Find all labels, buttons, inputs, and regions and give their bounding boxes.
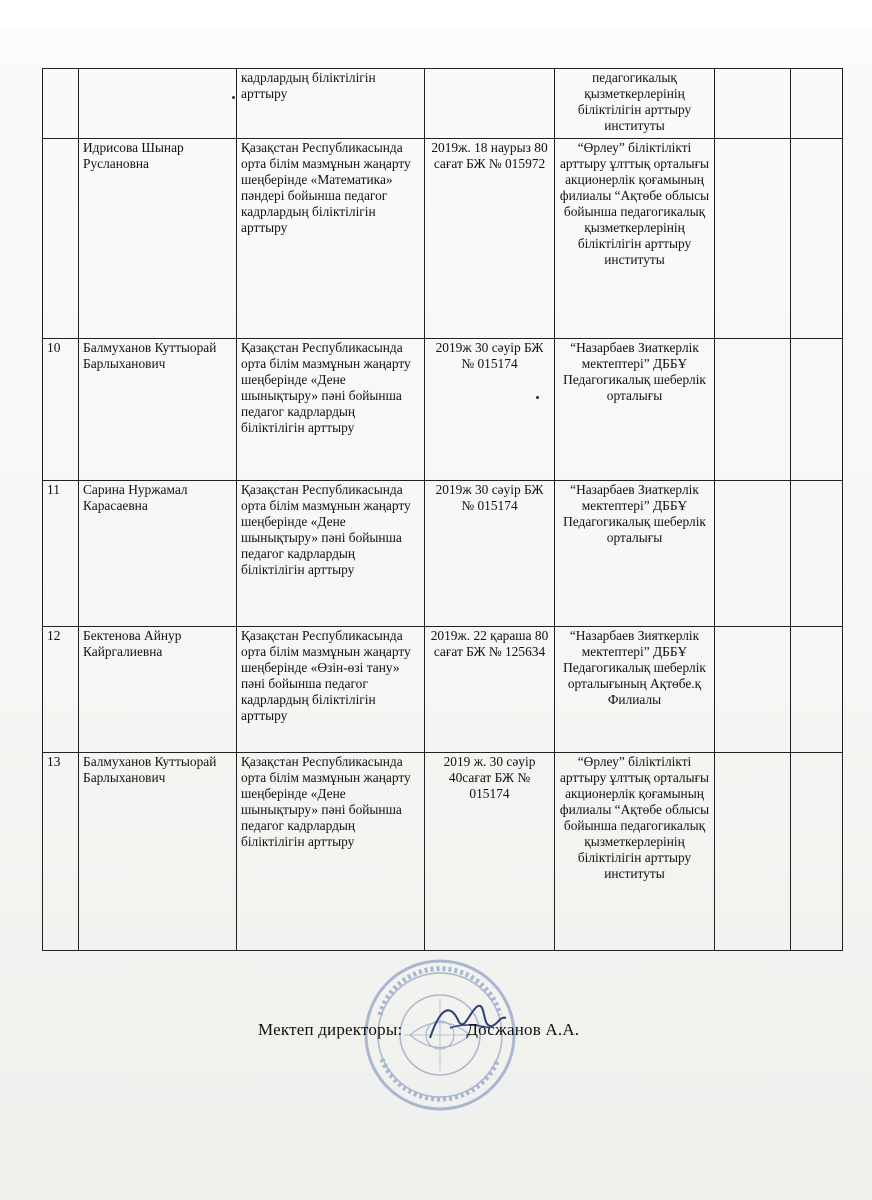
empty-cell <box>791 339 843 481</box>
certificate-date: 2019ж. 18 наурыз 80 сағат БЖ № 015972 <box>425 139 555 339</box>
scan-speck <box>536 396 539 399</box>
director-role: Мектеп директоры: <box>258 1020 403 1039</box>
course-topic: Қазақстан Республикасында орта білім мазмұнын жаңарту шеңберінде «Дене шынықтыру» пәні бойынша педагог кадрлардың біліктілігін арттыру <box>237 753 425 951</box>
training-organization: “Назарбаев Зиаткерлік мектептері” ДББҰ Педагогикалық шеберлік орталығы <box>555 481 715 627</box>
teacher-name <box>79 69 237 139</box>
table-row <box>43 139 843 339</box>
row-number <box>43 139 79 339</box>
table-row <box>43 69 843 139</box>
row-number: 12 <box>43 627 79 753</box>
training-organization: “Назарбаев Зиаткерлік мектептері” ДББҰ Педагогикалық шеберлік орталығы <box>555 339 715 481</box>
training-organization: “Өрлеу” біліктілікті арттыру ұлттық орталығы акционерлік қоғамының филиалы “Ақтөбе облысы бойынша педагогикалық қызметкерлерінің біліктілігін арттыру институты <box>555 753 715 951</box>
training-organization: педагогикалық қызметкерлерінің біліктілігін арттыру институты <box>555 69 715 139</box>
table-row <box>43 753 843 951</box>
training-organization: “Өрлеу” біліктілікті арттыру ұлттық орталығы акционерлік қоғамының филиалы “Ақтөбе облысы бойынша педагогикалық қызметкерлерінің біліктілігін арттыру институты <box>555 139 715 339</box>
certificate-date <box>425 69 555 139</box>
training-records-table <box>42 68 843 951</box>
training-organization: “Назарбаев Зияткерлік мектептері” ДББҰ Педагогикалық шеберлік орталығының Ақтөбе.қ Филиалы <box>555 627 715 753</box>
table-row <box>43 481 843 627</box>
course-topic: Қазақстан Республикасында орта білім мазмұнын жаңарту шеңберінде «Өзін-өзі тану» пәні бойынша педагог кадрлардың біліктілігін арттыру <box>237 627 425 753</box>
certificate-date: 2019ж 30 сәуір БЖ № 015174 <box>425 339 555 481</box>
course-topic: Қазақстан Республикасында орта білім мазмұнын жаңарту шеңберінде «Математика» пәндері бойынша педагог кадрлардың біліктілігін арттыру <box>237 139 425 339</box>
empty-cell <box>791 69 843 139</box>
course-topic: Қазақстан Республикасында орта білім мазмұнын жаңарту шеңберінде «Дене шынықтыру» пәні бойынша педагог кадрлардың біліктілігін арттыру <box>237 339 425 481</box>
table-row <box>43 627 843 753</box>
empty-cell <box>715 139 791 339</box>
certificate-date: 2019ж 30 сәуір БЖ № 015174 <box>425 481 555 627</box>
teacher-name: Сарина Нуржамал Карасаевна <box>79 481 237 627</box>
empty-cell <box>791 481 843 627</box>
scan-speck <box>232 96 235 99</box>
course-topic: кадрлардың біліктілігін арттыру <box>237 69 425 139</box>
empty-cell <box>791 139 843 339</box>
row-number: 10 <box>43 339 79 481</box>
row-number <box>43 69 79 139</box>
teacher-name: Бектенова Айнур Кайргалиевна <box>79 627 237 753</box>
row-number: 13 <box>43 753 79 951</box>
director-name: Досжанов А.А. <box>466 1020 580 1039</box>
empty-cell <box>791 627 843 753</box>
certificate-date: 2019 ж. 30 сәуір 40сағат БЖ № 015174 <box>425 753 555 951</box>
empty-cell <box>715 69 791 139</box>
empty-cell <box>791 753 843 951</box>
empty-cell <box>715 481 791 627</box>
page-top-edge <box>0 0 872 30</box>
empty-cell <box>715 753 791 951</box>
row-number: 11 <box>43 481 79 627</box>
empty-cell <box>715 627 791 753</box>
teacher-name: Идрисова Шынар Руслановна <box>79 139 237 339</box>
course-topic: Қазақстан Республикасында орта білім мазмұнын жаңарту шеңберінде «Дене шынықтыру» пәні бойынша педагог кадрлардың біліктілігін арттыру <box>237 481 425 627</box>
empty-cell <box>715 339 791 481</box>
director-signature-line <box>258 1020 579 1040</box>
certificate-date: 2019ж. 22 қараша 80 сағат БЖ № 125634 <box>425 627 555 753</box>
table-row <box>43 339 843 481</box>
teacher-name: Балмуханов Куттыорай Барлыханович <box>79 339 237 481</box>
teacher-name: Балмуханов Куттыорай Барлыханович <box>79 753 237 951</box>
